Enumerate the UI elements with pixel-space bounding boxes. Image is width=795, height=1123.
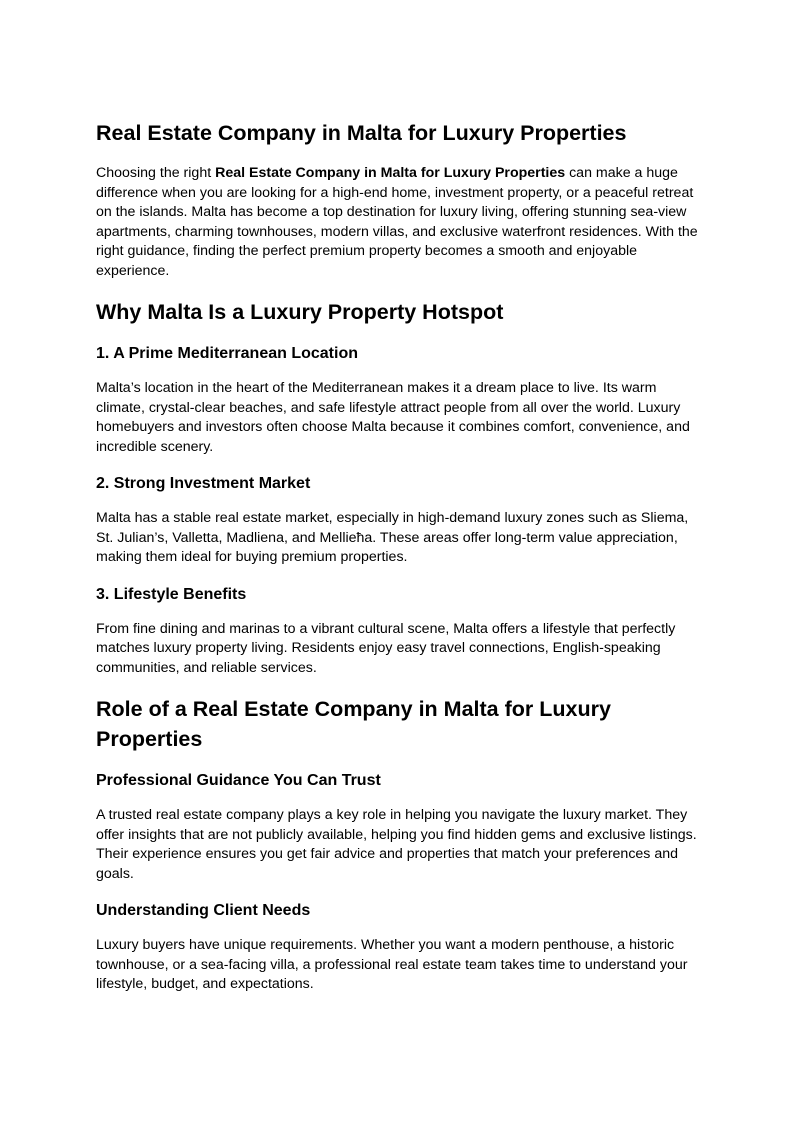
section-heading-hotspot: Why Malta Is a Luxury Property Hotspot: [96, 300, 504, 324]
intro-paragraph: [96, 164, 706, 281]
paragraph-guidance: A trusted real estate company plays a key role in helping you navigate the luxury market. They offer insights that are not publicly available, helping you find hidden gems and exclusive listings. Their experience ensures you get fair advice and properties that match your preferences and goals.: [96, 807, 697, 882]
paragraph-lifestyle: From fine dining and marinas to a vibrant cultural scene, Malta offers a lifestyle that perfectly matches luxury property living. Residents enjoy easy travel connections, English-speaking communities, and reliable services.: [96, 620, 676, 676]
subheading-lifestyle: 3. Lifestyle Benefits: [96, 585, 247, 603]
intro-text-after: can make a huge difference when you are looking for a high-end home, investment property, or a peaceful retreat on the islands. Malta has become a top destination for luxury living, offering stunning sea-view apartments, charming townhouses, modern villas, and exclusive waterfront residences. With the right guidance, finding the perfect premium property becomes a smooth and enjoyable experience.: [96, 165, 698, 279]
subheading-client-needs: Understanding Client Needs: [96, 902, 311, 919]
paragraph-client-needs: Luxury buyers have unique requirements. Whether you want a modern penthouse, a historic townhouse, or a sea-facing villa, a professional real estate team takes time to understand your lifestyle, budget, and expectations.: [96, 937, 688, 992]
section-heading-role: Role of a Real Estate Company in Malta for Luxury Properties: [96, 697, 611, 751]
paragraph-investment: Malta has a stable real estate market, especially in high-demand luxury zones such as Sliema, St. Julian’s, Valletta, Madliena, and Mellieħa. These areas offer long-term value appreciation, making them ideal for buying premium properties.: [96, 510, 689, 565]
paragraph-location: Malta’s location in the heart of the Mediterranean makes it a dream place to live. Its warm climate, crystal-clear beaches, and safe lifestyle attract people from all over the world. Luxury homebuyers and investors often choose Malta because it combines comfort, convenience, and incredible scenery.: [96, 380, 690, 455]
subheading-guidance: Professional Guidance You Can Trust: [96, 772, 381, 789]
intro-text-before: Choosing the right: [96, 165, 216, 181]
intro-bold-keyword: Real Estate Company in Malta for Luxury Properties: [215, 165, 566, 181]
subheading-investment: 2. Strong Investment Market: [96, 475, 311, 492]
document-page: [96, 118, 706, 995]
subheading-location: 1. A Prime Mediterranean Location: [96, 345, 358, 362]
page-title: Real Estate Company in Malta for Luxury Properties: [96, 121, 627, 145]
